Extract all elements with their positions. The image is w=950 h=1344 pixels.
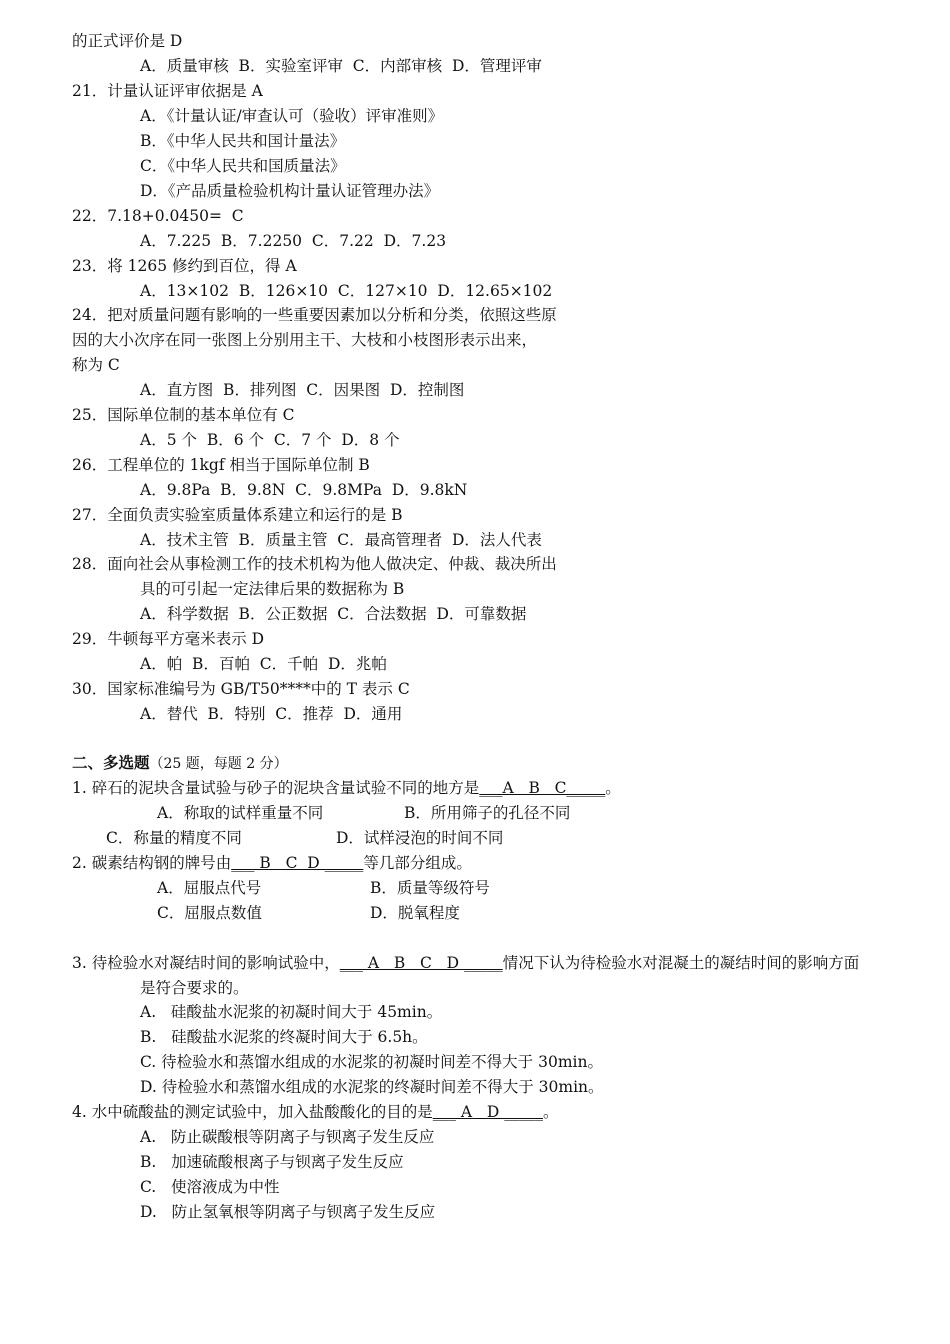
q26-options: A．9.8Pa B．9.8N C．9.8MPa D．9.8kN <box>140 481 468 499</box>
m4-option-c: C. 使溶液成为中性 <box>140 1178 280 1196</box>
q24-options: A．直方图 B．排列图 C．因果图 D．控制图 <box>140 381 465 399</box>
q26-stem: 26．工程单位的 1kgf 相当于国际单位制 B <box>72 456 370 474</box>
m1-option-b: B．所用筛子的孔径不同 <box>404 804 571 822</box>
q28-stem-line1: 28．面向社会从事检测工作的技术机构为他人做决定、仲裁、裁决所出 <box>72 555 557 573</box>
m4-option-d: D. 防止氢氧根等阴离子与钡离子发生反应 <box>140 1203 436 1221</box>
q21-stem: 21．计量认证评审依据是 A <box>72 82 263 100</box>
m1-answer-blank: ___A B C_____ <box>479 779 606 797</box>
q25-stem: 25．国际单位制的基本单位有 C <box>72 406 295 424</box>
m4-option-b: B. 加速硫酸根离子与钡离子发生反应 <box>140 1153 404 1171</box>
m2-option-b: B．质量等级符号 <box>370 879 490 897</box>
m1-stem-end: 。 <box>605 779 621 797</box>
q25-options: A．5 个 B．6 个 C．7 个 D．8 个 <box>140 431 400 449</box>
q29-options: A．帕 B．百帕 C．千帕 D．兆帕 <box>140 655 387 673</box>
m1-option-d: D．试样浸泡的时间不同 <box>336 829 504 847</box>
m3-option-d: D. 待检验水和蒸馏水组成的水泥浆的终凝时间差不得大于 30min。 <box>140 1078 604 1096</box>
q29-stem: 29．牛顿每平方毫米表示 D <box>72 630 265 648</box>
m3-option-c: C. 待检验水和蒸馏水组成的水泥浆的初凝时间差不得大于 30min。 <box>140 1053 603 1071</box>
q20-continuation: 的正式评价是 D <box>72 32 183 50</box>
q30-stem: 30．国家标准编号为 GB/T50****中的 T 表示 C <box>72 680 410 698</box>
q22-options: A．7.225 B．7.2250 C．7.22 D．7.23 <box>140 232 447 250</box>
m2-stem-end: 等几部分组成。 <box>363 854 472 872</box>
m1-option-a: A．称取的试样重量不同 <box>157 804 324 822</box>
m1-stem-text: 1. 碎石的泥块含量试验与砂子的泥块含量试验不同的地方是 <box>72 779 480 797</box>
q20-options: A．质量审核 B．实验室评审 C．内部审核 D．管理评审 <box>140 57 542 75</box>
q30-options: A．替代 B．特别 C．推荐 D．通用 <box>140 705 403 723</box>
q24-stem-line2: 因的大小次序在同一张图上分别用主干、大枝和小枝图形表示出来， <box>72 331 538 349</box>
m1-option-c: C．称量的精度不同 <box>106 829 242 847</box>
q23-stem: 23．将 1265 修约到百位，得 A <box>72 257 297 275</box>
m3-stem-end: 情况下认为待检验水对混凝土的凝结时间的影响方面 <box>502 954 860 972</box>
m4-stem <box>72 1102 559 1122</box>
m2-option-a: A．屈服点代号 <box>157 879 262 897</box>
q21-option-a: A．《计量认证/审查认可（验收）评审准则》 <box>140 107 444 125</box>
m4-stem-text: 4. 水中硫酸盐的测定试验中，加入盐酸酸化的目的是 <box>72 1103 433 1121</box>
q28-options: A．科学数据 B．公正数据 C．合法数据 D．可靠数据 <box>140 605 527 623</box>
m2-answer-blank: ___ B C D _____ <box>231 854 364 872</box>
q21-option-b: B．《中华人民共和国计量法》 <box>140 132 346 150</box>
section-heading <box>72 753 288 774</box>
m3-stem-continuation: 是符合要求的。 <box>140 979 249 997</box>
q22-stem: 22．7.18+0.0450= C <box>72 207 244 225</box>
section-heading-title: 二、多选题 <box>72 753 150 772</box>
q28-stem-line2: 具的可引起一定法律后果的数据称为 B <box>140 580 405 598</box>
m4-stem-end: 。 <box>542 1103 559 1121</box>
m4-answer-blank: ___ A D _____ <box>432 1103 543 1121</box>
q27-options: A．技术主管 B．质量主管 C．最高管理者 D．法人代表 <box>140 531 542 549</box>
m1-stem <box>72 778 621 798</box>
q24-stem-line3: 称为 C <box>72 356 120 374</box>
q24-stem-line1: 24．把对质量问题有影响的一些重要因素加以分析和分类，依照这些原 <box>72 306 557 324</box>
q27-stem: 27．全面负责实验室质量体系建立和运行的是 B <box>72 506 403 524</box>
q23-options: A．13×102 B．126×10 C．127×10 D．12.65×102 <box>140 282 553 300</box>
section-heading-note: （25 题，每题 2 分） <box>149 756 288 772</box>
m2-option-d: D．脱氧程度 <box>370 904 460 922</box>
m4-option-a: A. 防止碳酸根等阴离子与钡离子发生反应 <box>140 1128 435 1146</box>
q21-option-c: C．《中华人民共和国质量法》 <box>140 157 346 175</box>
m3-option-b: B. 硅酸盐水泥浆的终凝时间大于 6.5h。 <box>140 1028 428 1046</box>
m3-stem-text: 3. 待检验水对凝结时间的影响试验中， <box>72 954 340 972</box>
m2-stem <box>72 853 472 873</box>
m3-option-a: A. 硅酸盐水泥浆的初凝时间大于 45min。 <box>140 1003 443 1021</box>
m2-option-c: C．屈服点数值 <box>157 904 262 922</box>
m2-stem-text: 2. 碳素结构钢的牌号由 <box>72 854 232 872</box>
m3-answer-blank: ___ A B C D _____ <box>339 954 503 972</box>
m3-stem <box>72 953 859 973</box>
q21-option-d: D．《产品质量检验机构计量认证管理办法》 <box>140 182 440 200</box>
